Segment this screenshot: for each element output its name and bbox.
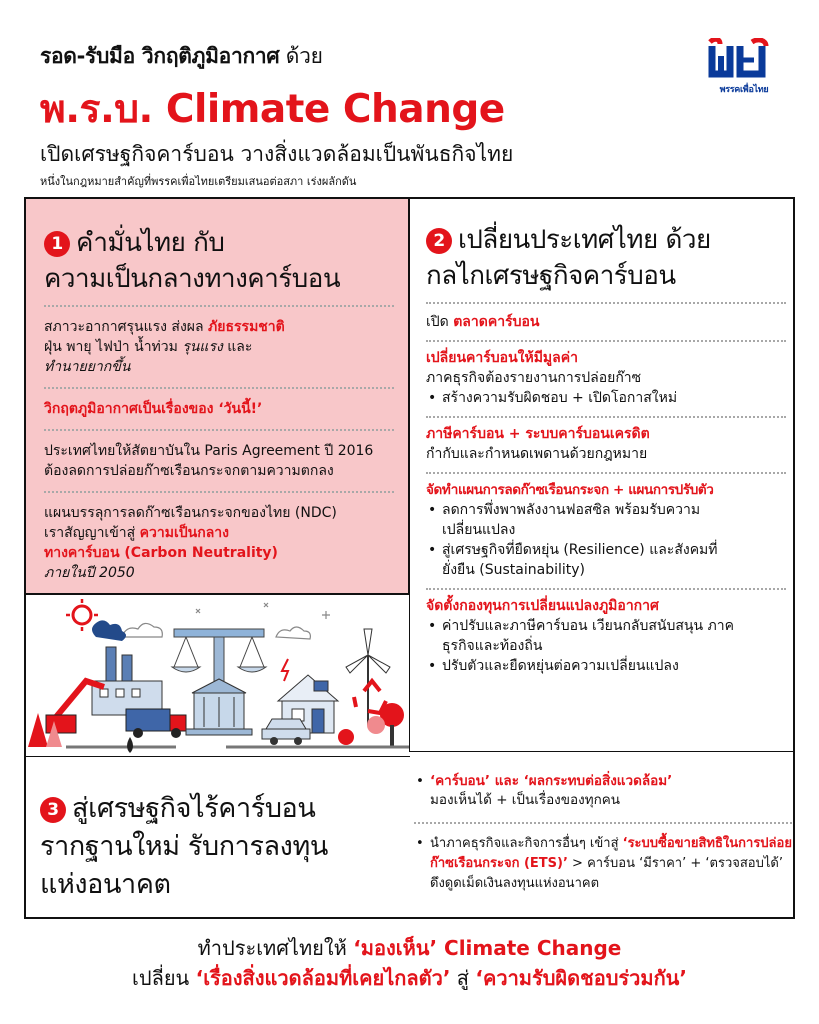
section1-title xyxy=(44,225,394,297)
dotted-divider xyxy=(414,822,792,824)
section1-para2: วิกฤตภูมิอากาศเป็นเรื่องของ ‘วันนี้!’ xyxy=(44,401,263,417)
text: > คาร์บอน ‘มีราคา’ + ‘ตรวจสอบได้’ ดึงดูดเม็ดเงินลงทุนแห่งอนาคต xyxy=(430,856,783,891)
highlight-text: ‘เรื่องสิ่งแวดล้อมที่เคยไกลตัว’ xyxy=(195,966,451,990)
dotted-divider xyxy=(426,416,786,418)
italic-text: รุนแรง xyxy=(182,339,223,355)
footer-line1 xyxy=(0,932,819,964)
party-logo-wordmark: พรรคเพื่อไทย xyxy=(719,85,769,95)
text: สภาวะอากาศรุนแรง ส่งผล xyxy=(44,319,209,335)
list-item: • สู่เศรษฐกิจที่ยืดหยุ่น (Resilience) และสังคมที่ยั่งยืน (Sustainability) xyxy=(426,540,726,580)
section3-title-line1: สู่เศรษฐกิจไร้คาร์บอน xyxy=(72,793,316,824)
section3-number-badge: 3 xyxy=(40,797,66,823)
block2-heading: ภาษีคาร์บอน + ระบบคาร์บอนเครดิต xyxy=(426,426,650,442)
section3-title xyxy=(40,790,400,904)
highlight-text: ‘ระบบซื้อขายสิทธิในการปล่อยก๊าซเรือนกระจก (ETS)’ xyxy=(430,836,792,871)
list-item: • สร้างความรับผิดชอบ + เปิดโอกาสใหม่ xyxy=(426,388,786,408)
government-building-icon xyxy=(186,679,252,735)
climate-economy-illustration xyxy=(26,597,409,755)
text: เปลี่ยน xyxy=(132,966,196,990)
highlight-text: ‘มองเห็น’ Climate Change xyxy=(353,936,622,960)
page-subtitle: เปิดเศรษฐกิจคาร์บอน วางสิ่งแวดล้อมเป็นพันธกิจไทย xyxy=(40,142,514,166)
list-item xyxy=(414,834,792,894)
text: นำภาคธุรกิจและกิจการอื่นๆ เข้าสู่ xyxy=(430,836,623,851)
footer-line2 xyxy=(0,962,819,994)
section1-title-line1: คำมั่นไทย กับ xyxy=(76,228,225,258)
section1-title-line2: ความเป็นกลางทางคาร์บอน xyxy=(44,264,341,294)
highlight-text: ทางคาร์บอน (Carbon Neutrality) xyxy=(44,545,278,561)
header-note: หนึ่งในกฎหมายสำคัญที่พรรคเพื่อไทยเตรียมเสนอต่อสภา เร่งผลักดัน xyxy=(40,175,357,188)
factory-icon xyxy=(92,620,162,715)
section2-title xyxy=(426,222,786,294)
section3-divider xyxy=(409,751,795,752)
text: ต้องลดการปล่อยก๊าซเรือนกระจกตามความตกลง xyxy=(44,463,334,479)
block3-bullets xyxy=(426,500,786,580)
section3-title-line2: รากฐานใหม่ รับการลงทุน xyxy=(40,831,328,862)
section2-open xyxy=(426,312,786,332)
kicker-bold: รอด-รับมือ วิกฤติภูมิอากาศ xyxy=(40,44,280,68)
dotted-divider xyxy=(426,588,786,590)
text: และ xyxy=(222,339,253,355)
lightning-icon xyxy=(282,659,288,681)
section1-para3 xyxy=(44,441,394,481)
text: ประเทศไทยให้สัตยาบันใน Paris Agreement ปี 2016 xyxy=(44,443,374,459)
dotted-divider xyxy=(44,429,394,431)
section2-title-line2: กลไกเศรษฐกิจคาร์บอน xyxy=(426,261,676,291)
party-logo-mark xyxy=(706,38,782,78)
section2-block1 xyxy=(426,348,786,408)
list-item: • ค่าปรับและภาษีคาร์บอน เวียนกลับสนับสนุน ภาคธุรกิจและท้องถิ่น xyxy=(426,616,766,656)
block4-bullets xyxy=(426,616,786,676)
truck-icon xyxy=(126,709,186,738)
kicker-text xyxy=(40,40,323,73)
dotted-divider xyxy=(426,472,786,474)
list-item: • ปรับตัวและยืดหยุ่นต่อความเปลี่ยนแปลง xyxy=(426,656,786,676)
party-logo xyxy=(706,38,782,96)
illustration-bottom-line xyxy=(24,756,410,757)
highlight-text: ภัยธรรมชาติ xyxy=(208,319,285,335)
section2-block2 xyxy=(426,424,786,464)
block1-bullets xyxy=(426,388,786,408)
text: มองเห็นได้ + เป็นเรื่องของทุกคน xyxy=(430,792,621,808)
page-title: พ.ร.บ. Climate Change xyxy=(40,87,505,132)
vertical-divider xyxy=(409,197,410,752)
section2-number-badge: 2 xyxy=(426,228,452,254)
text: เปิด xyxy=(426,314,454,330)
section3-bullets-2 xyxy=(414,834,792,894)
text: เราสัญญาเข้าสู่ xyxy=(44,525,140,541)
section1-number-badge: 1 xyxy=(44,231,70,257)
block2-text: กำกับและกำหนดเพดานด้วยกฎหมาย xyxy=(426,446,648,462)
section2-title-line1: เปลี่ยนประเทศไทย ด้วย xyxy=(458,225,711,255)
text: ฝุ่น พายุ ไฟป่า น้ำท่วม xyxy=(44,339,183,355)
kicker-tail: ด้วย xyxy=(279,44,323,68)
dotted-divider xyxy=(44,305,394,307)
section2-block4 xyxy=(426,596,786,676)
italic-text: ทำนายยากขึ้น xyxy=(44,359,131,375)
text: สู่ xyxy=(450,966,476,990)
recycle-icon xyxy=(354,681,386,713)
section2-block3 xyxy=(426,480,786,580)
highlight-text: ความเป็นกลาง xyxy=(139,525,229,541)
block3-heading: จัดทำแผนการลดก๊าซเรือนกระจก + แผนการปรับตัว xyxy=(426,482,714,498)
sparkle-icon xyxy=(196,603,330,619)
electric-car-icon xyxy=(262,719,310,745)
italic-text: ภายในปี 2050 xyxy=(44,565,135,581)
highlight-text: ‘ความรับผิดชอบร่วมกัน’ xyxy=(475,966,687,990)
highlight-text: ‘คาร์บอน’ และ ‘ผลกระทบต่อสิ่งแวดล้อม’ xyxy=(430,773,673,789)
dotted-divider xyxy=(44,387,394,389)
section1-para1 xyxy=(44,317,394,377)
section1 xyxy=(44,225,394,583)
list-item: • ลดการพึ่งพาพลังงานฟอสซิล พร้อมรับความเปลี่ยนแปลง xyxy=(426,500,726,540)
section2 xyxy=(426,222,786,676)
block1-text: ภาคธุรกิจต้องรายงานการปล่อยก๊าซ xyxy=(426,370,642,386)
text: ทำประเทศไทยให้ xyxy=(197,936,354,960)
dotted-divider xyxy=(426,302,786,304)
section1-para4 xyxy=(44,503,394,583)
section3-details xyxy=(414,772,792,894)
list-item xyxy=(414,772,792,810)
section3-title-line3: แห่งอนาคต xyxy=(40,869,171,900)
oil-drop-icon xyxy=(127,737,133,753)
dotted-divider xyxy=(44,491,394,493)
block1-heading: เปลี่ยนคาร์บอนให้มีมูลค่า xyxy=(426,350,578,366)
block4-heading: จัดตั้งกองทุนการเปลี่ยนแปลงภูมิอากาศ xyxy=(426,598,659,614)
section3-bullets xyxy=(414,772,792,810)
text: แผนบรรลุการลดก๊าซเรือนกระจกของไทย (NDC) xyxy=(44,505,337,521)
dotted-divider xyxy=(426,340,786,342)
highlight-text: ตลาดคาร์บอน xyxy=(453,314,540,330)
